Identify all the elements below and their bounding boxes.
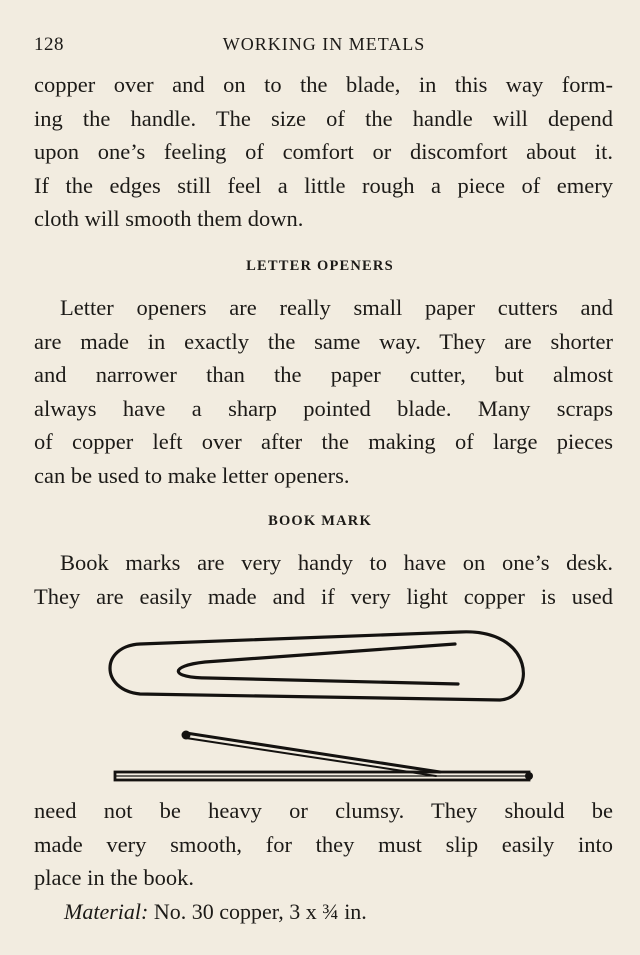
text-line: Letter openers are really small paper cutters and bbox=[60, 295, 613, 320]
text-line: need not be heavy or clumsy. They should be bbox=[34, 798, 613, 823]
text-line: ing the handle. The size of the handle will depend bbox=[34, 105, 613, 131]
section-heading-book-mark: BOOK MARK bbox=[268, 513, 372, 529]
book-mark-paragraph-top bbox=[34, 546, 613, 613]
bookmark-clip-illustration bbox=[100, 618, 540, 798]
text-line: If the edges still feel a little rough a piece of emery bbox=[34, 172, 613, 198]
running-title: WORKING IN METALS bbox=[222, 34, 426, 54]
text-line: can be used to make letter openers. bbox=[34, 462, 350, 488]
continued-paragraph bbox=[34, 68, 613, 236]
text-line: upon one’s feeling of comfort or discomfort about it. bbox=[34, 139, 613, 165]
text-line: and narrower than the paper cutter, but almost bbox=[34, 362, 613, 388]
section-heading-letter-openers: LETTER OPENERS bbox=[246, 258, 394, 274]
text-line: place in the book. bbox=[34, 865, 194, 891]
text-line: They are easily made and if very light copper is used bbox=[34, 583, 613, 609]
text-line: Book marks are very handy to have on one’s desk. bbox=[60, 550, 613, 575]
material-spec bbox=[64, 899, 367, 925]
text-line: always have a sharp pointed blade. Many scraps bbox=[34, 395, 613, 421]
book-mark-paragraph-bottom bbox=[34, 794, 613, 895]
material-value: No. 30 copper, 3 x ¾ in. bbox=[153, 899, 367, 924]
text-line: cloth will smooth them down. bbox=[34, 206, 304, 232]
text-line: made very smooth, for they must slip easily into bbox=[34, 831, 613, 857]
bookmark-top-view bbox=[110, 632, 523, 700]
letter-openers-paragraph bbox=[34, 291, 613, 493]
page-number: 128 bbox=[34, 34, 64, 55]
text-line: copper over and on to the blade, in this way form- bbox=[34, 72, 613, 97]
page-header bbox=[34, 34, 614, 58]
text-line: of copper left over after the making of large pieces bbox=[34, 429, 613, 455]
text-line: are made in exactly the same way. They are shorter bbox=[34, 328, 613, 354]
bookmark-side-view bbox=[115, 731, 533, 781]
material-label: Material: bbox=[64, 899, 149, 924]
